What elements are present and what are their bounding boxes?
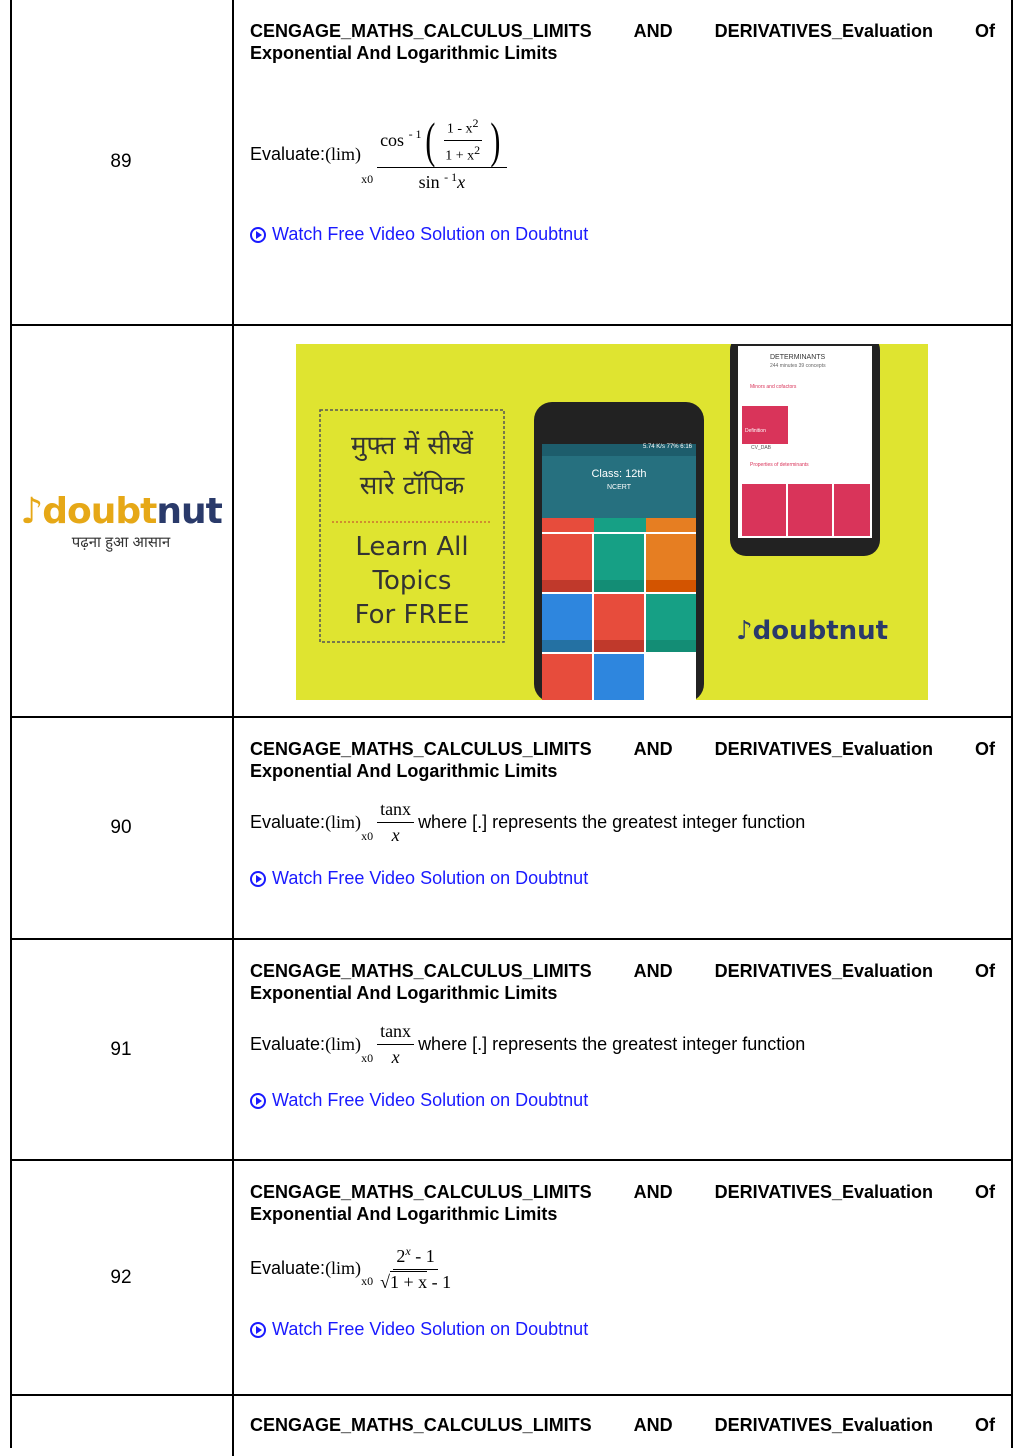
inner-den: $1 + x^2$ bbox=[445, 142, 481, 164]
question-prefix: Evaluate: bbox=[250, 811, 326, 832]
title-part: AND bbox=[633, 1415, 673, 1435]
title-line2: Exponential And Logarithmic Limits bbox=[250, 761, 558, 781]
table-row bbox=[10, 1161, 1013, 1396]
english-line: For FREE bbox=[354, 600, 470, 630]
title-part: Of bbox=[974, 1182, 995, 1202]
denominator: √1 + x - 1 bbox=[380, 1271, 452, 1292]
question-number: 90 bbox=[10, 718, 234, 938]
english-line: Topics bbox=[372, 566, 452, 596]
title-line2: Exponential And Logarithmic Limits bbox=[250, 983, 558, 1003]
math-expression: (lim) $_{x0}$ $\frac{2^x - 1}{√1 + x - 1}$ bbox=[325, 1244, 458, 1293]
question-suffix: where [.] represents the greatest integer function bbox=[418, 1033, 806, 1054]
doubtnut-d-icon: ♪ bbox=[20, 490, 43, 532]
title-part: DERIVATIVES_Evaluation bbox=[714, 1182, 934, 1202]
denominator: x bbox=[391, 1046, 400, 1067]
watch-video-link[interactable] bbox=[250, 1090, 995, 1111]
title-part: AND bbox=[633, 961, 673, 981]
math-expression: (lim) $_{x0}$ $\frac{\tan x}{x}$ bbox=[325, 1021, 418, 1068]
title-part: CENGAGE_MATHS_CALCULUS_LIMITS bbox=[250, 961, 592, 981]
watch-label: Watch Free Video Solution on Doubtnut bbox=[272, 868, 589, 888]
table-row bbox=[10, 940, 1013, 1161]
fraction bbox=[377, 1244, 454, 1293]
title-part: AND bbox=[633, 1182, 673, 1202]
det-tag: CV_DAB bbox=[751, 445, 772, 451]
title-line2: Exponential And Logarithmic Limits bbox=[250, 1204, 558, 1224]
question-text bbox=[250, 102, 995, 206]
lim-sub: x0 bbox=[361, 172, 374, 186]
inner-fraction bbox=[442, 116, 483, 164]
phone-class: Class: 12th bbox=[591, 468, 647, 480]
numerator: tanx bbox=[377, 799, 414, 823]
title-part: Of bbox=[974, 739, 995, 759]
question-text bbox=[250, 1239, 995, 1297]
hindi-line: सारे टॉपिक bbox=[359, 471, 465, 501]
title-part: CENGAGE_MATHS_CALCULUS_LIMITS bbox=[250, 1415, 592, 1435]
det-sub: 244 minutes 39 concepts bbox=[770, 363, 826, 369]
play-circle-icon bbox=[250, 1322, 266, 1338]
question-title bbox=[250, 1414, 995, 1436]
table-row bbox=[10, 0, 1013, 326]
title-part: AND bbox=[633, 739, 673, 759]
table-row bbox=[10, 718, 1013, 940]
title-part: CENGAGE_MATHS_CALCULUS_LIMITS bbox=[250, 739, 592, 759]
play-circle-icon bbox=[250, 1093, 266, 1109]
banner-text bbox=[320, 426, 504, 632]
det-sec: Properties of determinants bbox=[750, 462, 809, 468]
watch-video-link[interactable] bbox=[250, 224, 995, 245]
banner-logo-text: doubtnut bbox=[752, 616, 889, 646]
cos: cos bbox=[380, 129, 405, 150]
logo-part: doubt bbox=[42, 490, 157, 532]
title-part: DERIVATIVES_Evaluation bbox=[714, 21, 934, 41]
phone-board: NCERT bbox=[607, 484, 631, 491]
denominator: sin $^{- 1}$x bbox=[418, 170, 466, 192]
question-title bbox=[250, 738, 995, 782]
watch-label: Watch Free Video Solution on Doubtnut bbox=[272, 1090, 589, 1110]
title-line2: Exponential And Logarithmic Limits bbox=[250, 43, 558, 63]
question-number bbox=[10, 1396, 234, 1456]
numerator: tanx bbox=[377, 1021, 414, 1045]
english-line: Learn All bbox=[355, 532, 469, 562]
play-circle-icon bbox=[250, 227, 266, 243]
phone-status: 5.74 K/s 77% 6:16 bbox=[642, 444, 692, 450]
question-suffix: where [.] represents the greatest integer function bbox=[418, 811, 806, 832]
play-circle-icon bbox=[250, 871, 266, 887]
logo-tagline: पढ़ना हुआ आसान bbox=[71, 533, 171, 551]
question-text bbox=[250, 1018, 995, 1070]
title-part: DERIVATIVES_Evaluation bbox=[714, 1415, 934, 1435]
question-prefix: Evaluate: bbox=[250, 143, 326, 164]
question-prefix: Evaluate: bbox=[250, 1033, 326, 1054]
watch-video-link[interactable] bbox=[250, 1319, 995, 1340]
numerator bbox=[377, 112, 507, 168]
det-card: Definition bbox=[745, 428, 766, 434]
title-part: DERIVATIVES_Evaluation bbox=[714, 739, 934, 759]
hindi-line: मुफ्त में सीखें bbox=[350, 431, 474, 461]
title-part: CENGAGE_MATHS_CALCULUS_LIMITS bbox=[250, 21, 592, 41]
banner-logo bbox=[736, 616, 888, 646]
paren: ( bbox=[424, 112, 435, 168]
watch-video-link[interactable] bbox=[250, 868, 995, 889]
doubtnut-logo[interactable] bbox=[20, 491, 222, 532]
numerator: 2$^x$ - 1 bbox=[393, 1244, 437, 1270]
sqrt-icon: √ bbox=[380, 1271, 390, 1292]
promo-banner[interactable] bbox=[296, 344, 928, 700]
table-row bbox=[10, 1396, 1013, 1456]
title-part: DERIVATIVES_Evaluation bbox=[714, 961, 934, 981]
question-number: 91 bbox=[10, 940, 234, 1159]
fraction bbox=[377, 1021, 414, 1068]
title-part: Of bbox=[974, 1415, 995, 1435]
title-part: AND bbox=[633, 21, 673, 41]
inner-num: $1 - x^2$ bbox=[444, 116, 482, 141]
title-part: Of bbox=[974, 21, 995, 41]
denominator: x bbox=[391, 824, 400, 845]
question-title bbox=[250, 1181, 995, 1225]
logo-part: nut bbox=[156, 490, 222, 532]
doubtnut-d-icon: ♪ bbox=[736, 616, 753, 646]
lim: (lim) bbox=[325, 143, 362, 164]
question-number: 92 bbox=[10, 1161, 234, 1394]
question-title bbox=[250, 20, 995, 64]
fraction bbox=[377, 799, 414, 846]
question-prefix: Evaluate: bbox=[250, 1257, 326, 1278]
math-expression: (lim) $_{x0}$ $\frac{\tan x}{x}$ bbox=[325, 799, 418, 846]
math-expression bbox=[325, 112, 511, 193]
watch-label: Watch Free Video Solution on Doubtnut bbox=[272, 1319, 589, 1339]
question-title bbox=[250, 960, 995, 1004]
fraction bbox=[377, 112, 507, 193]
paren: ) bbox=[490, 112, 501, 168]
question-number: 89 bbox=[10, 0, 234, 324]
title-part: Of bbox=[974, 961, 995, 981]
det-title: DETERMINANTS bbox=[770, 354, 826, 361]
inv-sup: - 1 bbox=[408, 127, 422, 141]
title-part: CENGAGE_MATHS_CALCULUS_LIMITS bbox=[250, 1182, 592, 1202]
watch-label: Watch Free Video Solution on Doubtnut bbox=[272, 224, 589, 244]
question-text bbox=[250, 796, 995, 848]
det-sec: Minors and cofactors bbox=[750, 384, 797, 390]
logo-cell bbox=[10, 326, 234, 716]
